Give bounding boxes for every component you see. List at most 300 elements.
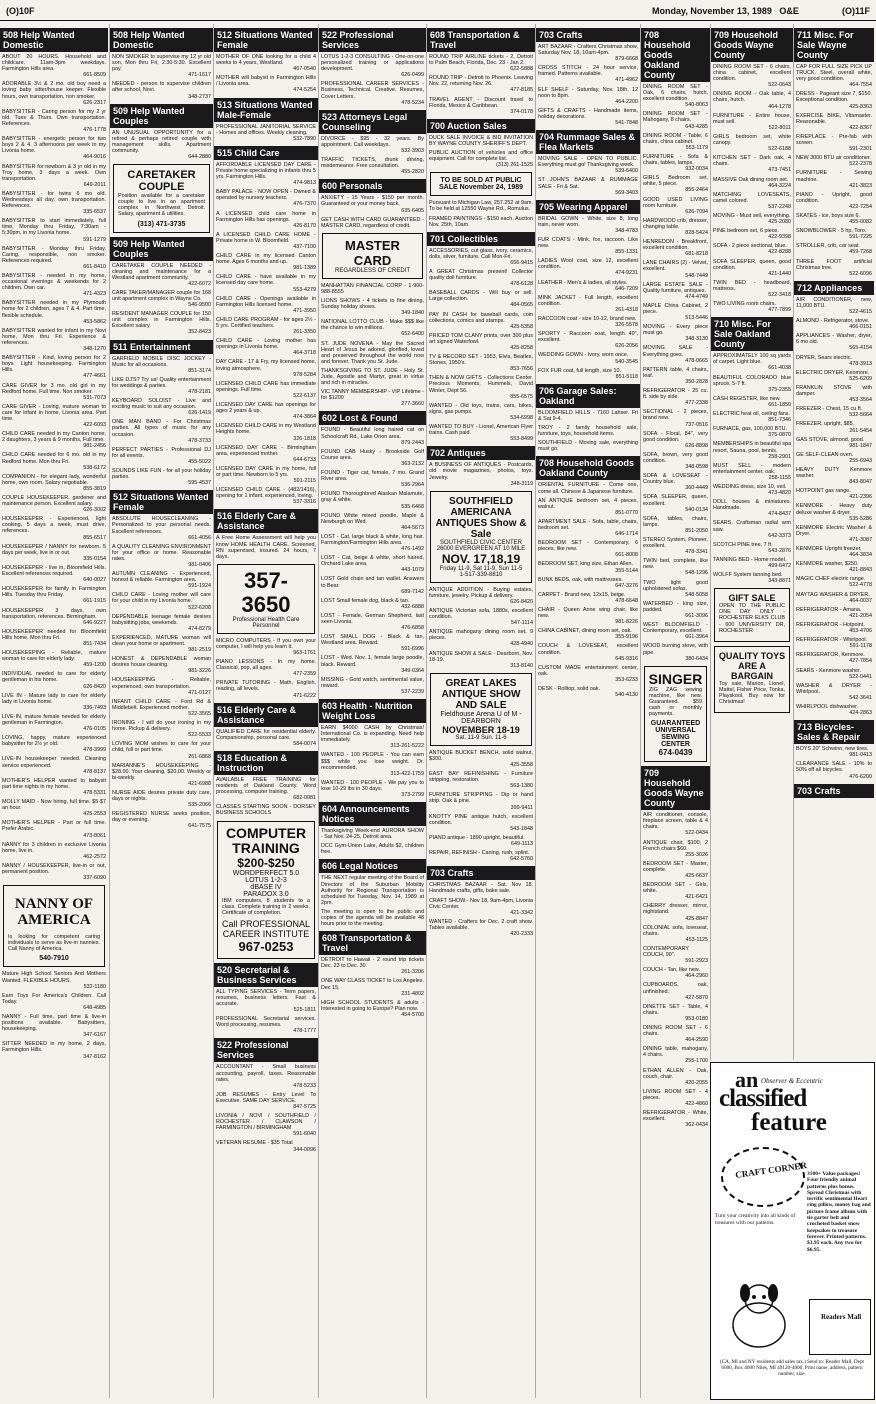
classified-ad [321,843,424,855]
classified-ad [429,216,533,228]
ad-phone: 535-5286 [849,515,872,522]
mastercard-ad [322,233,423,279]
ad-phone: 432-6888 [401,603,424,610]
section-heading: 515 Child Care [214,146,318,160]
section-heading: 604 Announcements Notices [319,802,426,826]
ad-text: MOVING - Must sell, everything. [713,212,791,219]
classified-ad [643,409,708,427]
classified-ad [321,319,424,337]
ad-text: BABYSITTER - needed in my home, occasional evenings & weekends for 2 children. Own car. [2,273,106,292]
ad-phone: 471-0127 [188,689,211,696]
ad-phone: 422-6093 [83,422,106,429]
classified-ad [713,301,791,313]
ad-text: GET CASH WITH CARD GUARANTEED - MASTER CARD, regardless of credit. [321,216,424,229]
ad-text: NANNY - Full time, part time & live-in positions available. Babysitters, housekeeping. [2,1014,106,1033]
classified-ad [2,109,106,133]
classified-ad [2,1041,106,1059]
ad-text: LOVING MOM wishes to care for your child, full or part time. [112,741,211,754]
ad-phone: 471-3950 [293,307,316,314]
ad-text: CAP FOR FULL SIZE PICK UP TRUCK. Steel, overall white, very good condition. [796,64,872,83]
ad-text: EXPERIENCED, MATURE woman will clean your home or apartment. [112,634,211,647]
ad-phone: 737-0516 [685,421,708,428]
ad-text: APPROXIMATELY 100 sq yards of carpet. Light blue. [713,353,791,366]
classified-ad [321,978,424,996]
ad-phone: 421-8843 [849,567,872,574]
ad-phone: 421-6421 [685,894,708,901]
ad-text: LOST - Female, German Shepherd, last seen Livonia. [321,612,424,625]
ad-phone: 466-0151 [849,324,872,331]
ad-text: NEEDED - person to supervise children after school, Novi. [112,81,211,94]
ad-phone: 484-0565 [510,302,533,309]
ad-phone: 380-6434 [685,655,708,662]
ad-phone: 420-2055 [685,1079,708,1086]
classified-ad [112,447,211,465]
ad-phone: 422-9398 [768,234,791,241]
ad-phone: 535-2066 [188,802,211,809]
section-heading: 603 Health - Nutrition Weight Loss [319,699,426,723]
section-heading: 708 Household Goods Oakland County [536,456,640,480]
ad-phone: 626-0499 [401,72,424,79]
ad-text: TV & RECORD SET - 1953, Elvis, Beatles, Stones, 1950's. [429,354,533,367]
ad-text: DINING ROOM SET - 6 chairs. [643,1024,708,1038]
ad-text: LOST - Wed. Nov. 1, female large poodle, black. Reward. [321,655,424,668]
ad-text: WANTED - Crafters for Dec. 2 craft show. Tables available. [429,918,533,931]
classified-ad [643,580,708,598]
ad-phone: 981-2456 [83,443,106,450]
classified-ad [796,318,872,330]
ad-phone: 540-0134 [685,506,708,513]
ad-phone: 553-4279 [293,286,316,293]
ad-text: BABYSITTER - Monday thru Friday. Caring, responsible, non smoker. References required. [2,245,106,264]
ad-text: GIRLS Bedroom set, white, 5 piece. [643,175,708,188]
classified-ad [796,370,872,382]
section-heading: 600 Personals [319,179,426,193]
ad-phone: 661-3964 [685,634,708,641]
ad-phone: 374-0178 [510,108,533,115]
classified-ad [713,557,791,569]
ad-text: CASH REGISTER, like new. [713,395,781,402]
section-heading: 508 Help Wanted Domestic [0,28,108,52]
ad-phone: 425-6637 [685,873,708,879]
classified-ad [713,280,791,298]
classified-ad [216,232,316,250]
ad-text: REFRIGERATOR - 25 cu. ft. side by side. [643,388,708,401]
ad-text: FOUND - Beautiful long haired cat on Schoolcraft Rd., Lake Orion area. [321,427,424,440]
mastercard-title: MASTER CARD [345,237,400,268]
ad-phone: 348-4783 [615,227,638,234]
readers-mall-label: Readers Mall [821,1313,862,1321]
ad-text: RESIDENT MANAGER COUPLE for 150 unit complex in Farmington Hills. Excellent salary. [112,311,211,330]
ad-phone: 348-3130 [685,336,708,343]
ad-text: Mature High School Seniors And Mothers Wanted. FLEXIBLE HOURS. [2,971,106,984]
ad-phone: 464-3224 [768,182,791,189]
ad-text: CHAIR - Queen Anne wing chair, like new. [538,607,638,620]
classified-ad [643,303,708,321]
ad-phone: 652-6400 [401,331,424,338]
classified-ad [643,111,708,129]
classified-ad [2,516,106,540]
ad-phone: 258-2901 [768,453,791,460]
ad-text: LOST - Cat, large black & white, long hair. Farmington/Farmington Hills area. [321,533,424,546]
classified-ad [538,665,638,683]
ad-text: SEARS - Kenmore washer. [796,667,862,674]
ad-phone: 522-0434 [685,830,708,837]
classified-ad [643,239,708,257]
ad-text: AIR CONDITIONER, new, 11,000 BTU. [796,296,872,309]
classified-ad [2,971,106,989]
ad-text: MOVING SALE - Everything goes. [643,345,708,358]
classified-ad [321,752,424,776]
ad-text: SOFA - 2 piece sectional, blue. [713,243,787,250]
ad-text: NANNY / HOUSEKEEPER, live-in or out, permanent position. [2,862,106,875]
classified-ad [216,338,316,356]
ad-text: HOUSEKEEPER needed for Bloomfield Hills home. Mon thru Fri. [2,628,106,641]
ad-phone: 421-2396 [849,494,872,501]
ad-text: LIVE-IN, mature female needed for elderly gentleman in Farmington. [2,713,106,726]
issue-date: Monday, November 13, 1989 O&E [652,6,799,16]
ad-text: FOUND Thoroughbred Alaskan Malamute, gray & white. [321,491,424,504]
classified-ad [216,211,316,229]
ad-text: HEAVY DUTY Kenmore washer. [796,466,872,480]
ad-phone: 464-2960 [685,973,708,980]
ad-text: BOYS 20" Schwinn, new tires. [796,746,869,753]
ad-text: DRESS - Pageant size 7, $150. Exceptional condition. [796,91,872,104]
ad-phone: 622-5888 [510,66,533,73]
classified-ad [321,598,424,610]
classified-ad [112,263,211,287]
ad-phone: 535-6468 [401,503,424,510]
ad-text: HARDWOOD crib, dresser, changing table. [643,217,708,230]
ad-phone: 464-1278 [768,103,791,110]
ad-phone: 591-2301 [849,146,872,153]
classified-ad [643,494,708,512]
ad-text: ORIENTAL FURNITURE - Come one, come all. Chinese & Japanese furniture. [538,482,638,495]
ad-text: MOVING - Every piece must go. [643,324,708,337]
ad-phone: 360-4449 [685,485,708,492]
ad-text: MISSING - Gold watch, sentimental value, reward. [321,676,424,689]
ad-phone: 522-0441 [849,673,872,680]
classified-ad [216,359,316,377]
ad-text: ANTIQUE BUCKET BENCH, solid walnut, $300. [429,749,533,762]
classified-ad [538,87,638,105]
ad-phone: 522-4615 [849,309,872,315]
ad-phone: 474-9813 [293,180,316,187]
ad-phone: 540-4130 [615,692,638,699]
ad-text: Pursuant to Michigan Law, 257.252 at 9am. To be held at 12550 Wayne Rd., Romulus. [429,200,533,213]
ad-text: MOTHER OF ONE looking for a child 4 weeks to 4 years, Westland. [216,54,316,67]
southfield-hours: Friday 11-9, Sat 11-9, Sun 11-5 [439,565,523,572]
classified-ad [2,328,106,352]
section-heading: 511 Entertainment [110,340,213,354]
ad-text: ELF SHELF - Saturday, Nov. 18th, 12 noon to 8pm. [538,86,638,99]
ad-phone: 425-8363 [849,103,872,110]
classified-column [793,24,874,1060]
classified-ad [216,296,316,314]
ad-phone: 645-9316 [615,655,638,662]
classified-column [710,24,793,1060]
ad-phone: 347-8162 [83,1053,106,1060]
ad-text: PUBLIC AUCTION of vehicles and office equipment. Call for complete list. [429,150,533,163]
ad-phone: 355-9196 [615,634,638,641]
feature-blurb: 3100+ Value packages! Four friendly animal patterns plus bonus. Spread Christmas with terrific sentimental Heart ring pillow, money bag and picture frame album with tie garter belt and crocheted basket snow keepsakes to treasure forever. Printed patterns. $3.95 each. Any two for $6.95. [807,1171,871,1253]
classified-ad [321,875,424,905]
ad-text: TRAVEL AGENT - Discount travel to Florida, Mexico & Caribbean. [429,96,533,109]
ad-phone: 963-1761 [293,650,316,656]
ad-phone: (313) 261-1525 [496,162,533,169]
ad-phone: 626-2317 [83,99,106,106]
ad-phone: 375-2355 [768,386,791,393]
classified-ad [429,200,533,212]
classified-ad [538,540,638,558]
ad-text: COUCH & LOVESEAT, excellent condition. [538,643,638,656]
ad-phone: 478-8137 [83,768,106,775]
classified-ad [429,97,533,115]
ad-phone: 537-3316 [293,499,316,506]
ad-text: ANTIQUE mahogany dining room set, 9 pieces. [429,629,533,642]
ad-phone: 464-5673 [401,524,424,531]
ad-phone: 464-3834 [849,552,872,559]
ad-text: DINING ROOM SET - 6 chairs, china cabinet, excellent condition. [713,64,791,83]
classified-ad [796,355,872,367]
ad-text: CRAFT SHOW - Nov 18, 9am-4pm, Livonia Civic Center. [429,897,533,910]
ad-text: WANTED - 100 PEOPLE - We pay you to lose 10-29 lbs in 30 days. [321,779,424,792]
ad-phone: 471-3087 [849,536,872,543]
ad-phone: 626-3002 [83,507,106,514]
section-heading: 522 Professional Services [319,28,426,52]
ad-text: EARN $4000 CASH by Christmas! International Co. is expanding. Need help immediately. [321,725,424,744]
ad-phone: 546-9500 [188,302,211,309]
classified-ad [216,1016,316,1034]
ad-phone: 641-7575 [188,823,211,830]
ad-phone: 591-2923 [685,958,708,965]
ad-phone: 478-0665 [685,357,708,364]
ad-phone: 443-1079 [401,567,424,574]
classified-ad [538,295,638,313]
classified-ad [643,643,708,661]
classified-ad [112,635,211,653]
southfield-venue: SOUTHFIELD CIVIC CENTER 26000 EVERGREEN AT 10 MILE [436,539,526,552]
ad-text: Earn Toys For America's Children. Call Today. [2,992,106,1005]
classified-ad [429,269,533,287]
classified-ad [112,398,211,416]
ad-text: LADIES Wool coat, size 12, excellent condition. [538,258,638,271]
classified-ad [429,375,533,399]
ad-text: WATERBED - king size, padded. [643,600,708,613]
ad-phone: 261-3350 [293,329,316,336]
classified-ad [112,377,211,395]
page-number-right: (O)11F [841,6,870,16]
singer-phone: 674-0439 [658,748,693,758]
ad-text: BABYSITTER - Caring person for my 2 yr old. Tues & Thurs. Own transportation. References. [2,108,106,127]
ad-text: DRYER, Sears electric. [796,354,852,361]
ad-text: JOB RESUMES - Entry Level To Executive. SAME DAY SERVICE. [216,1091,316,1104]
ad-phone: 476-0105 [83,726,106,733]
section-heading: 523 Attorneys Legal Counseling [319,110,426,134]
ad-text: BABYSITTER wanted for infant in my Novi home, Mon thru Fri. Experience & references. [2,327,106,346]
ad-text: PAY IN CASH for baseball cards, coin collections, comics and stamps. [429,311,533,324]
classified-ad [643,218,708,236]
ad-phone: 258-1155 [768,474,791,481]
ad-phone: 548-7449 [685,272,708,279]
quality-toys-ad: QUALITY TOYS ARE A BARGAIN Toy sale, Marion, Lionel, Mattel, Fisher Price, Tonka, Playskool. Buy now for Christmas! [714,646,790,713]
classified-ad [643,967,708,979]
classified-ad [2,246,106,270]
classified-ad [643,925,708,943]
ad-text: MAGIC CHEF electric range. [796,576,866,583]
ad-phone: 464-2590 [685,1037,708,1044]
ad-phone: 522-6188 [768,146,791,153]
classified-ad [321,655,424,673]
ad-text: DINING ROOM SET - Mahogany, 8 chairs. [643,111,708,124]
ad-phone: 649-1113 [511,841,533,848]
classified-column [535,24,640,1398]
classified-ad [643,903,708,921]
classified-ad [713,213,791,225]
ad-text: DOLL houses & miniatures. Handmade. [713,499,791,512]
ad-text: SOFA - Floral, 84", very good condition. [643,430,708,443]
ad-text: ST JOHN'S BAZAAR & RUMMAGE SALE - Fri & Sat. [538,177,638,190]
ad-phone: 522-8011 [768,124,791,131]
classified-ad [429,354,533,372]
ad-phone: 474-3864 [293,414,316,421]
computer-course: LOTUS 1-2-3 [245,876,287,884]
ad-text: MATCHING LOVESEATS, camel colored. [713,191,791,204]
ad-text: PINE bedroom set, 6 piece. [713,228,779,235]
ad-phone: 522-6096 [849,270,872,277]
ad-phone: 543-2876 [768,547,791,554]
ad-text: SNOWBLOWER - 5 hp, Toro. [796,228,867,235]
classified-ad [429,771,533,789]
classified-ad [2,650,106,668]
ad-text: ELECTRIC DRYER, Kenmore. [796,369,870,376]
ad-text: WOOD burning stove, with pipe. [643,643,708,656]
ad-text: COUPLE HOUSEKEEPER, gardener and maintenance person. Excellent salary. [2,495,106,508]
ad-phone: 375-0870 [768,432,791,439]
ad-text: BABY PALACE - NOW OPEN - Owned & operated by nursery teachers. [216,189,316,202]
southfield-title: SOUTHFIELD AMERICANA ANTIQUES Show & Sale [435,495,527,540]
ad-phone: 661-8410 [83,263,106,270]
classified-ad [2,300,106,324]
ad-phone: 425-8258 [510,345,533,351]
ad-text: KENMORE Upright freezer. [796,546,862,552]
classified-ad [538,425,638,437]
classified-ad [2,383,106,401]
ad-text: ART BAZAAR - Crafters Christmas show, Saturday Nov. 18, 10am-4pm. [538,44,638,57]
ad-text: BABYSITTER to start immediately, full time, Monday thru Friday, 7:30am - 5:30pm, in my Livonia home. [2,218,106,237]
classified-ad [713,353,791,371]
ad-text: HENREDON - Breakfront, excellent condition. [643,239,708,252]
section-heading: 713 Bicycles-Sales & Repair [794,720,874,744]
ad-text: SITTER NEEDED in my home, 2 days, Farmington Hills. [2,1041,106,1054]
classified-ad [713,542,791,554]
classified-ad [713,243,791,255]
classified-ad [2,431,106,449]
classified-ad [796,761,872,779]
classified-ad [713,441,791,459]
ad-phone: 464-2200 [615,98,638,105]
classified-ad [2,820,106,838]
classified-ad [643,882,708,900]
ad-text: FURNITURE - Entire house, must sell. [713,112,791,125]
classified-ad [538,368,638,380]
classified-ad [216,445,316,463]
classified-ad [112,741,211,759]
ad-text: HOUSEKEEPING - Reliable, experienced, own transportation. [112,677,211,690]
classified-ad [429,424,533,442]
ad-phone: 473-4820 [768,490,791,497]
classified-ad [321,828,424,840]
classified-ad [429,608,533,626]
classified-ad [2,799,106,817]
classified-ad [643,840,708,858]
classified-ad [429,814,533,832]
ad-text: BEDROOM SET - Master, complete. [643,860,708,873]
ad-text: HOUSEKEEPER for family in Farmington Hills. Tuesday thru Friday. [2,586,106,599]
ad-text: REFRIGERATOR - Amana. [796,606,862,613]
ad-text: NATIONAL LOTTO CLUB - Make $$$ like the chance to win millions. [321,319,424,332]
section-heading: 608 Transportation & Travel [319,931,426,955]
ad-phone: 471-4323 [83,291,106,298]
ad-phone: 422-8288 [768,249,791,256]
classified-ad [538,331,638,349]
classified-ad [713,375,791,393]
classified-ad [321,909,424,927]
ad-text: WEST BLOOMFIELD - Contemporary, excellent. [643,622,708,635]
section-heading: 606 Legal Notices [319,859,426,873]
ad-text: BEAUTIFUL COLORADO blue spruce, 5-7 ft. [713,374,791,387]
ad-phone: 626-8420 [510,598,533,605]
ad-phone: 471-1617 [188,72,211,79]
classified-ad [538,352,638,364]
section-heading: 508 Help Wanted Domestic [110,28,213,52]
classified-ad [321,389,424,407]
ad-text: A Free Home Assessment will help you know HOME HEALTH CARE. Screened, RN supervised, insured. 24 hours, 7 days. [216,535,316,560]
classified-ad [643,260,708,278]
classified-ad [643,175,708,193]
ad-phone: 474-9231 [615,270,638,277]
ad-text: LOST Gold chain and tan wallet. Answers to Bear. [321,576,424,589]
ad-text: PIANO antique - 1890 upright, beautiful. [429,834,525,841]
computer-course: PARADOX 3.0 [243,890,289,898]
ad-phone: 584-0074 [293,740,316,747]
ad-text: BABYSITTER - Kind, loving person for 2 boys. Light housekeeping. Farmington Hills. [2,355,106,374]
ad-text: WEDDING dress, size 10, veil. [713,483,787,490]
classified-ad [538,440,638,452]
ad-text: APPLIANCES - Washer, dryer, 6 mo old. [796,333,872,346]
classified-ad [2,586,106,604]
ad-text: PRIVATE TUTORING - Math, English, reading, all levels. [216,680,316,693]
classified-ad [643,537,708,555]
ad-text: MICRO COMPUTERS - If you own your computer, I will help you learn it. [216,637,316,650]
ad-text: DINETTE SET - Table, 4 chairs. [643,1003,708,1016]
ad-text: FRAMED PAINTINGS - $150 each. Auction Nov. 25th, 10am. [429,215,533,228]
classified-ad [643,622,708,640]
ad-phone: 362-0434 [685,1122,708,1129]
ad-text: SEARS, Craftsman radial arm saw. [713,520,791,533]
classified-ad [112,614,211,632]
classified-ad [713,155,791,173]
section-heading: 711 Misc. For Sale Wayne County [794,28,874,62]
classified-ad [321,634,424,652]
classified-ad [796,64,872,88]
ad-text: BEDROOM SET, king size, Ethan Allen. [538,561,633,568]
ad-phone: 855-6575 [510,393,533,400]
ad-phone: 635-6405 [401,207,424,214]
ad-text: HONEST & DEPENDABLE woman desires house cleaning. [112,656,211,669]
ad-text: PERFECT PARTIES - Professional DJ for all events. [112,446,211,459]
nanny-phone: 540-7910 [39,955,69,963]
classified-ad [643,473,708,491]
